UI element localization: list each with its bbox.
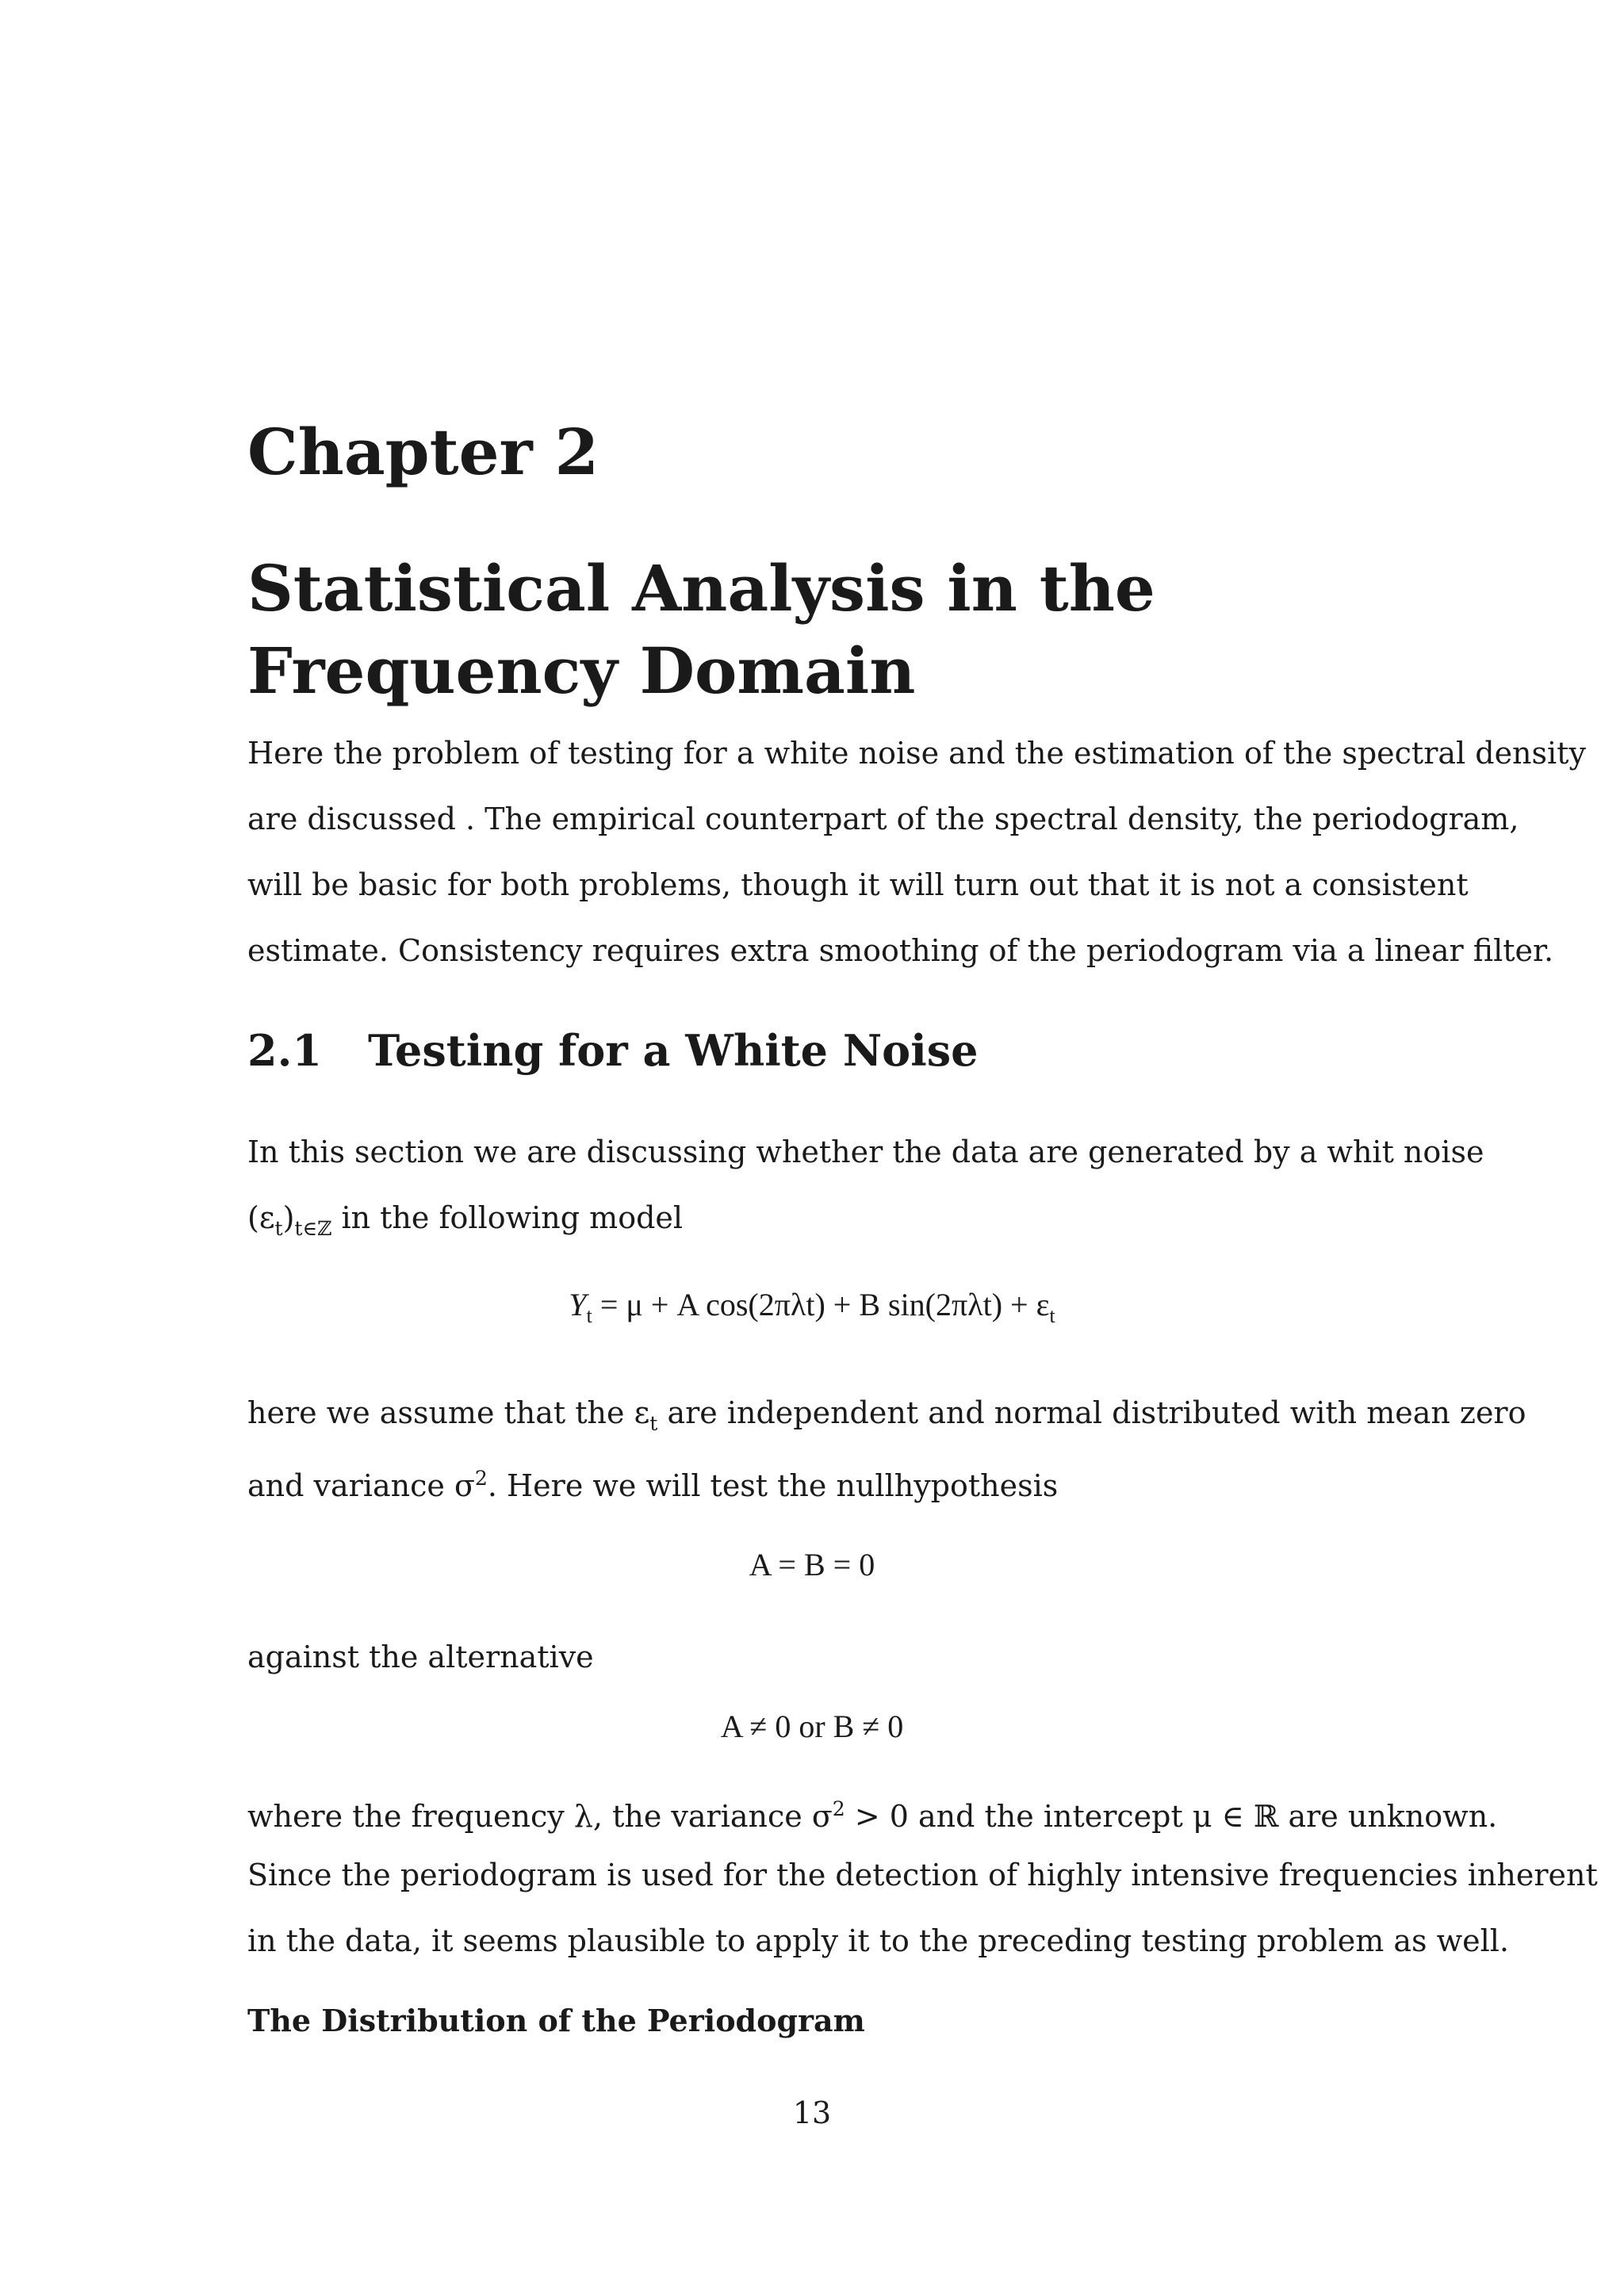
- variance-sup: 2: [474, 1467, 488, 1490]
- variance-b: . Here we will test the nullhypothesis: [487, 1468, 1059, 1503]
- intro-line-3: will be basic for both problems, though it will turn out that it is not a consistent: [247, 867, 1469, 902]
- assume-b: are independent and normal distributed with mean zero: [657, 1395, 1526, 1430]
- noise-sub-t: t: [274, 1216, 283, 1240]
- noise-open: (ε: [247, 1200, 275, 1235]
- intro-line-4: estimate. Consistency requires extra smoothing of the periodogram via a linear filter.: [247, 933, 1554, 968]
- unknown-a: where the frequency λ, the variance σ: [247, 1798, 833, 1834]
- body-line-7: Since the periodogram is used for the detection of highly intensive frequencies inherent: [247, 1858, 1598, 1892]
- eq-lhs-sub: t: [586, 1303, 592, 1328]
- page-number: 13: [792, 2095, 832, 2130]
- equation-null: A = B = 0: [749, 1547, 875, 1582]
- eq-lhs-var: Y: [569, 1287, 587, 1322]
- intro-line-2: are discussed . The empirical counterpart of the spectral density, the periodogram,: [247, 802, 1519, 836]
- chapter-title: Statistical Analysis in the Frequency Domain: [247, 551, 1155, 708]
- section-heading: [247, 1023, 978, 1078]
- section-title: Testing for a White Noise: [368, 1025, 979, 1076]
- variance-a: and variance σ: [247, 1468, 475, 1503]
- unknown-b: > 0 and the intercept μ ∈ ℝ are unknown.: [845, 1798, 1498, 1834]
- equation-alternative: A ≠ 0 or B ≠ 0: [720, 1709, 904, 1744]
- noise-index: t∈ℤ: [294, 1216, 332, 1240]
- body-line-5: against the alternative: [247, 1640, 594, 1674]
- body-line-1: In this section we are discussing whether the data are generated by a whit noise: [247, 1135, 1484, 1169]
- eq-rhs-sub: t: [1049, 1303, 1055, 1328]
- section-number: 2.1: [247, 1025, 322, 1076]
- equation-model: [0, 1284, 1624, 1336]
- body-line-4: [247, 1459, 1426, 1506]
- eq-rhs: = μ + A cos(2πλt) + B sin(2πλt) + ε: [592, 1287, 1050, 1322]
- assume-a: here we assume that the: [247, 1395, 634, 1430]
- intro-line-1: Here the problem of testing for a white noise and the estimation of the spectral density: [247, 736, 1586, 771]
- assume-eps: ε: [634, 1395, 650, 1430]
- body-line-6: [247, 1789, 1498, 1836]
- noise-close: ): [282, 1200, 295, 1235]
- chapter-label: Chapter 2: [247, 415, 599, 489]
- body-line-2: [247, 1198, 1426, 1249]
- subsection-heading: The Distribution of the Periodogram: [247, 2003, 865, 2038]
- unknown-sup: 2: [832, 1797, 845, 1820]
- body-line-2-rest: in the following model: [331, 1200, 684, 1235]
- body-line-8: in the data, it seems plausible to apply it to the preceding testing problem as well.: [247, 1923, 1510, 1958]
- assume-sub: t: [649, 1411, 658, 1435]
- body-line-3: [247, 1393, 1526, 1444]
